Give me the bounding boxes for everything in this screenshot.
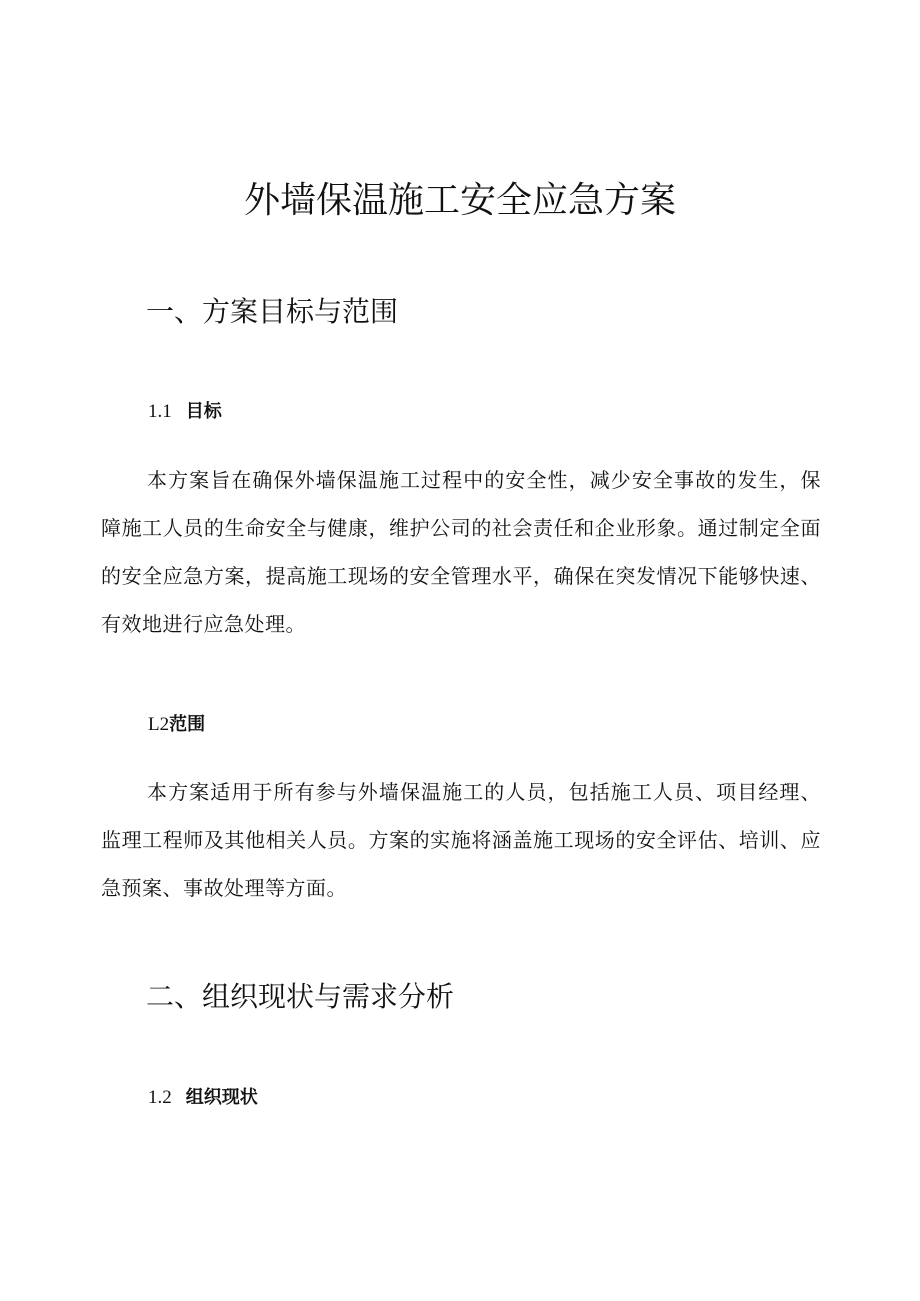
- subsection-number: 1.2: [148, 1087, 172, 1108]
- document-title: 外墙保温施工安全应急方案: [243, 180, 676, 221]
- goal-paragraph: 本方案旨在确保外墙保温施工过程中的安全性，减少安全事故的发生，保障施工人员的生命安全与健康，维护公司的社会责任和企业形象。通过制定全面的安全应急方案，提高施工现场的安全管理水平，确保在突发情况下能够快速、有效地进行应急处理。: [101, 468, 821, 636]
- subsection-title: 组织现状: [185, 1087, 258, 1108]
- subsection-title: 范围: [169, 714, 206, 735]
- subsection-title: 目标: [185, 401, 222, 422]
- subsection-number: L2: [148, 714, 170, 735]
- scope-paragraph: 本方案适用于所有参与外墙保温施工的人员，包括施工人员、项目经理、监理工程师及其他相关人员。方案的实施将涵盖施工现场的安全评估、培训、应急预案、事故处理等方面。: [101, 780, 821, 900]
- subsection-1-2-org-heading: [148, 1084, 258, 1112]
- section-1-heading: 一、方案目标与范围: [146, 295, 399, 328]
- subsection-1-2-heading: [148, 711, 205, 739]
- subsection-number: 1.1: [148, 401, 172, 422]
- subsection-1-1-heading: [148, 398, 222, 426]
- section-2-heading: 二、组织现状与需求分析: [146, 980, 455, 1013]
